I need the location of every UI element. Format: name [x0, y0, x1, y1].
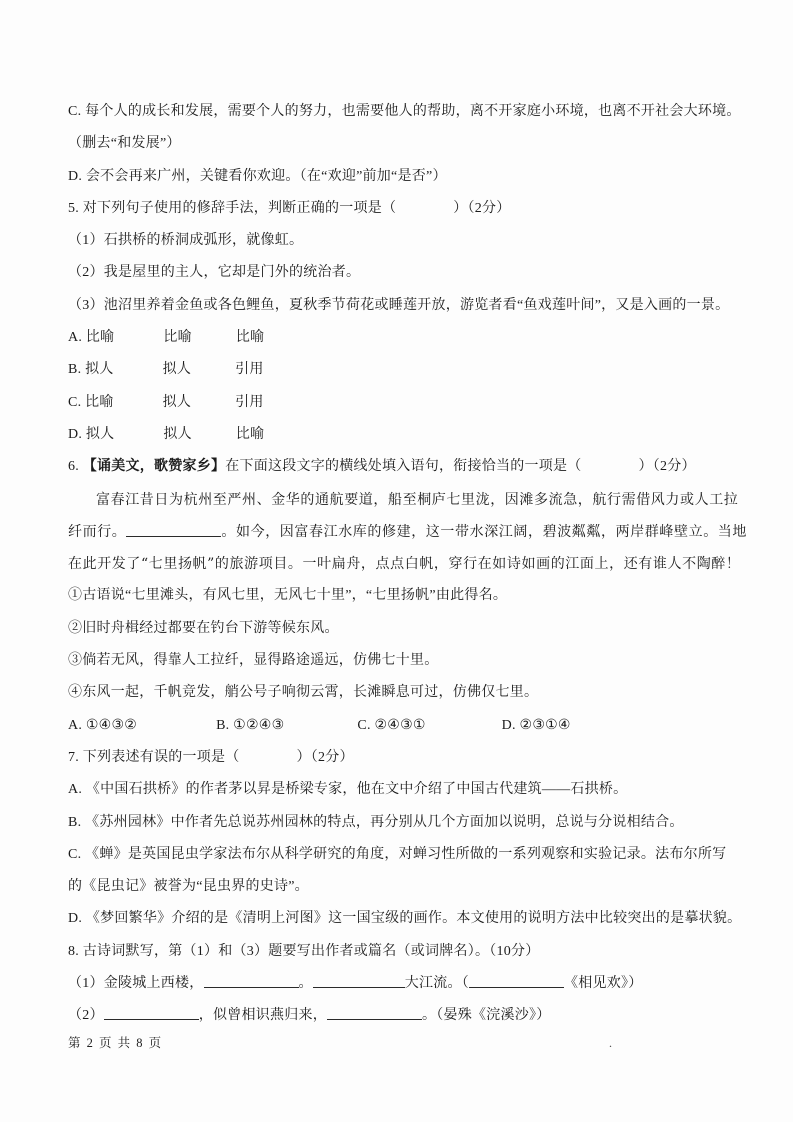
spacer [191, 372, 235, 373]
text-line [68, 1000, 730, 1032]
text-segment: C. 每个人的成长和发展，需要个人的努力，也需要他人的帮助，离不开家庭小环境，也离不开社会大环境。 [68, 104, 741, 119]
text-segment: ①古语说“七里滩头，有风七里，无风七十里”，“七里扬帆”由此得名。 [68, 588, 508, 604]
answer-blank-line [126, 523, 221, 537]
section-heading-segment: 【诵美文，歌赞家乡】 [82, 459, 226, 475]
spacer [137, 728, 216, 729]
text-line [68, 645, 730, 677]
text-segment: C. ②④③① [357, 717, 426, 733]
answer-blank-line [327, 1006, 422, 1020]
text-segment: 比喻 [163, 330, 192, 346]
answer-blank-line [469, 974, 564, 988]
text-segment: 比喻 [235, 426, 265, 442]
text-segment: B. 《苏州园林》中作者先总说苏州园林的特点，再分别从几个方面加以说明，总说与分说相结合。 [68, 814, 684, 830]
text-segment: （删去“和发展”） [68, 136, 181, 152]
answer-blank-line [204, 974, 299, 988]
scan-artifact-dot: . [609, 1036, 612, 1050]
text-segment: D. ②③①④ [501, 717, 571, 733]
text-segment: 。如今，因富春江水库的修建，这一带水深江阔，碧波粼粼，两岸群峰壁立。当地 [221, 523, 748, 540]
text-segment: ④东风一起，千帆竞发，艄公号子响彻云霄，长滩瞬息可过，仿佛仅七里。 [68, 685, 539, 701]
text-segment: 的《昆虫记》被誉为“昆虫界的史诗”。 [68, 879, 309, 895]
answer-blank-line [104, 1006, 199, 1020]
text-line [68, 225, 730, 257]
text-segment: B. ①②④③ [216, 717, 285, 733]
spacer [284, 728, 357, 729]
text-line [68, 710, 730, 742]
text-segment: 《相见欢》） [564, 976, 643, 992]
text-segment: C. 《蝉》是英国昆虫学家法布尔从科学研究的角度，对蝉习性所做的一系列观察和实验记录。法布尔所写 [68, 846, 727, 862]
text-segment: 引用 [235, 362, 264, 378]
text-segment: 6. [68, 459, 83, 475]
text-segment: D. 会不会再来广州，关键看你欢迎。（在“欢迎”前加“是否”） [68, 168, 447, 184]
text-segment: A. ①④③② [68, 717, 138, 733]
text-segment: ②旧时舟楫经过都要在钓台下游等候东风。 [68, 620, 339, 636]
spacer [114, 372, 163, 373]
text-segment: 引用 [235, 394, 264, 410]
text-segment: A. 《中国石拱桥》的作者茅以昇是桥梁专家，他在文中介绍了中国古代建筑——石拱桥。 [68, 782, 628, 798]
text-line [68, 257, 730, 289]
spacer [114, 437, 163, 438]
answer-blank-line [313, 974, 405, 988]
text-segment: 比喻 [235, 330, 265, 346]
text-segment: 5. 对下列句子使用的修辞手法，判断正确的一项是（ ）（2分） [68, 200, 511, 216]
text-line [68, 484, 739, 516]
text-line [68, 871, 730, 903]
text-line [68, 903, 742, 935]
text-segment: 7. 下列表述有误的一项是（ ）（2分） [68, 749, 354, 765]
text-line [68, 807, 730, 839]
text-segment: D. 《梦回繁华》介绍的是《清明上河图》这一国宝级的画作。本文使用的说明方法中比较突出的是摹状貌。 [68, 911, 742, 927]
text-segment: ，似曾相识燕归来， [198, 1008, 327, 1024]
text-segment: 在此开发了“七里扬帆”的旅游项目。一叶扁舟，点点白帆，穿行在如诗如画的江面上，还有谁人不陶醉！ [68, 556, 741, 573]
text-line [68, 580, 730, 612]
spacer [192, 437, 236, 438]
text-line [68, 742, 730, 774]
text-segment: （1）石拱桥的桥洞成弧形，就像虹。 [68, 233, 304, 249]
text-segment: 拟人 [162, 362, 192, 378]
text-segment: D. 拟人 [68, 426, 115, 442]
text-segment: 。（晏殊《浣溪沙》） [422, 1008, 551, 1024]
page-number-footer: 第 2 页 共 8 页 [68, 1036, 163, 1050]
text-line [68, 354, 730, 386]
text-line [68, 839, 730, 871]
text-line [68, 322, 730, 354]
text-segment: ③倘若无风，得靠人工拉纤，显得路途遥远，仿佛七十里。 [68, 653, 439, 669]
text-segment: 拟人 [163, 426, 192, 442]
text-line [68, 96, 741, 128]
spacer [192, 340, 236, 341]
text-line [68, 613, 730, 645]
text-segment: 8. 古诗词默写，第（1）和（3）题要写出作者或篇名（或词牌名）。（10分） [68, 943, 540, 959]
text-segment: 富春江昔日为杭州至严州、金华的通航要道，船至桐庐七里泷，因滩多流急，航行需借风力或人工拉 [96, 491, 739, 508]
text-line [68, 516, 748, 548]
text-segment: （1）金陵城上西楼， [68, 976, 204, 992]
text-line [68, 968, 730, 1000]
text-line [68, 193, 730, 225]
text-line [68, 677, 730, 709]
text-line [68, 774, 730, 806]
text-line [68, 548, 741, 580]
spacer [114, 340, 163, 341]
text-segment: 拟人 [162, 394, 192, 410]
spacer [191, 405, 235, 406]
text-segment: 。 [298, 976, 313, 992]
text-segment: （2）我是屋里的主人，它却是门外的统治者。 [68, 265, 361, 281]
text-line [68, 451, 730, 483]
text-line [68, 128, 730, 160]
text-line [68, 290, 730, 322]
text-line [68, 387, 730, 419]
text-line [68, 419, 730, 451]
text-segment: 大江流。（ [404, 976, 469, 992]
text-segment: （3）池沼里养着金鱼或各色鲤鱼，夏秋季节荷花或睡莲开放，游览者看“鱼戏莲叶间”，又是入画的一景。 [68, 297, 730, 313]
spacer [426, 728, 502, 729]
text-segment: B. 拟人 [68, 362, 114, 378]
document-lines [68, 96, 748, 1033]
text-segment: C. 比喻 [68, 394, 114, 410]
text-segment: A. 比喻 [68, 330, 115, 346]
text-segment: 纤而行。 [68, 523, 127, 540]
text-segment: 在下面这段文字的横线处填入语句，衔接恰当的一项是（ ）（2分） [225, 459, 696, 475]
spacer [114, 405, 163, 406]
text-segment: （2） [68, 1008, 104, 1024]
text-line [68, 161, 730, 193]
text-line [68, 936, 730, 968]
